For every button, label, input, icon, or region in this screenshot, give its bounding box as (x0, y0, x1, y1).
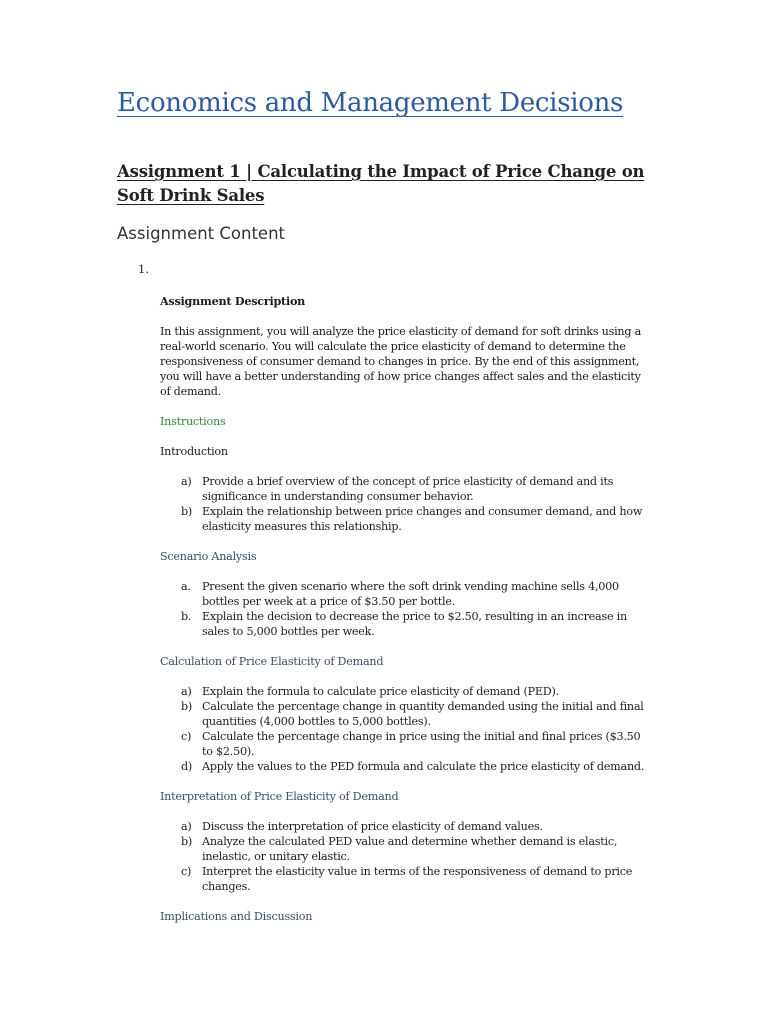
list-item-marker: a) (181, 475, 192, 488)
instruction-sections (160, 444, 648, 924)
list-item (160, 864, 648, 894)
list-item-text: Present the given scenario where the soft drink vending machine sells 4,000 bottles per week at a price of $3.50 per bottle. (202, 580, 619, 608)
list-item-marker: c) (181, 865, 192, 878)
list-item-marker: b. (181, 610, 192, 623)
list-item-marker: a) (181, 685, 192, 698)
section-label: Introduction (160, 445, 228, 458)
assignment-body (160, 294, 648, 939)
description-text: In this assignment, you will analyze the price elasticity of demand for soft drinks using a real-world scenario. You will calculate the price elasticity of demand to determine the responsiveness of consumer demand to changes in price. By the end of this assignment, you will have a better understanding of how price changes affect sales and the elasticity of demand. (160, 325, 642, 398)
list-item-text: Analyze the calculated PED value and determine whether demand is elastic, inelastic, or unitary elastic. (202, 835, 618, 863)
list-item-marker: b) (181, 505, 193, 518)
description-title: Assignment Description (160, 294, 306, 308)
list-item-text: Calculate the percentage change in price using the initial and final prices ($3.50 to $2.50). (202, 730, 641, 758)
list-item-marker: a. (181, 580, 191, 593)
list-item (160, 504, 648, 534)
list-item (160, 819, 648, 834)
list-item (160, 474, 648, 504)
section-list (160, 684, 648, 774)
section-label: Interpretation of Price Elasticity of Demand (160, 790, 399, 803)
list-item-text: Explain the relationship between price changes and consumer demand, and how elasticity measures this relationship. (202, 505, 643, 533)
list-item-marker: c) (181, 730, 192, 743)
list-item-text: Interpret the elasticity value in terms of the responsiveness of demand to price changes. (202, 865, 633, 893)
list-item-text: Calculate the percentage change in quantity demanded using the initial and final quantities (4,000 bottles to 5,000 bottles). (202, 700, 644, 728)
content-heading: Assignment Content (117, 224, 286, 243)
list-item-marker: b) (181, 700, 193, 713)
section-list (160, 474, 648, 534)
list-number: 1. (138, 262, 149, 276)
list-item-marker: a) (181, 820, 192, 833)
document-title[interactable]: Economics and Management Decisions (117, 88, 624, 118)
list-item-text: Discuss the interpretation of price elasticity of demand values. (202, 820, 543, 833)
list-item (160, 579, 648, 609)
section-label: Implications and Discussion (160, 910, 313, 923)
list-item-text: Explain the decision to decrease the price to $2.50, resulting in an increase in sales to 5,000 bottles per week. (202, 610, 627, 638)
list-item (160, 834, 648, 864)
list-item (160, 729, 648, 759)
list-item-text: Provide a brief overview of the concept of price elasticity of demand and its significance in understanding consumer behavior. (202, 475, 614, 503)
list-item (160, 759, 648, 774)
section-label: Calculation of Price Elasticity of Demand (160, 655, 384, 668)
list-item (160, 684, 648, 699)
assignment-heading[interactable]: Assignment 1 | Calculating the Impact of Price Change on Soft Drink Sales (117, 162, 645, 205)
instructions-label: Instructions (160, 415, 226, 428)
list-item (160, 609, 648, 639)
list-item-marker: b) (181, 835, 193, 848)
list-item-text: Explain the formula to calculate price elasticity of demand (PED). (202, 685, 559, 698)
list-item-marker: d) (181, 760, 193, 773)
section-list (160, 819, 648, 894)
list-item-text: Apply the values to the PED formula and calculate the price elasticity of demand. (202, 760, 645, 773)
section-list (160, 579, 648, 639)
section-label: Scenario Analysis (160, 550, 257, 563)
list-item (160, 699, 648, 729)
